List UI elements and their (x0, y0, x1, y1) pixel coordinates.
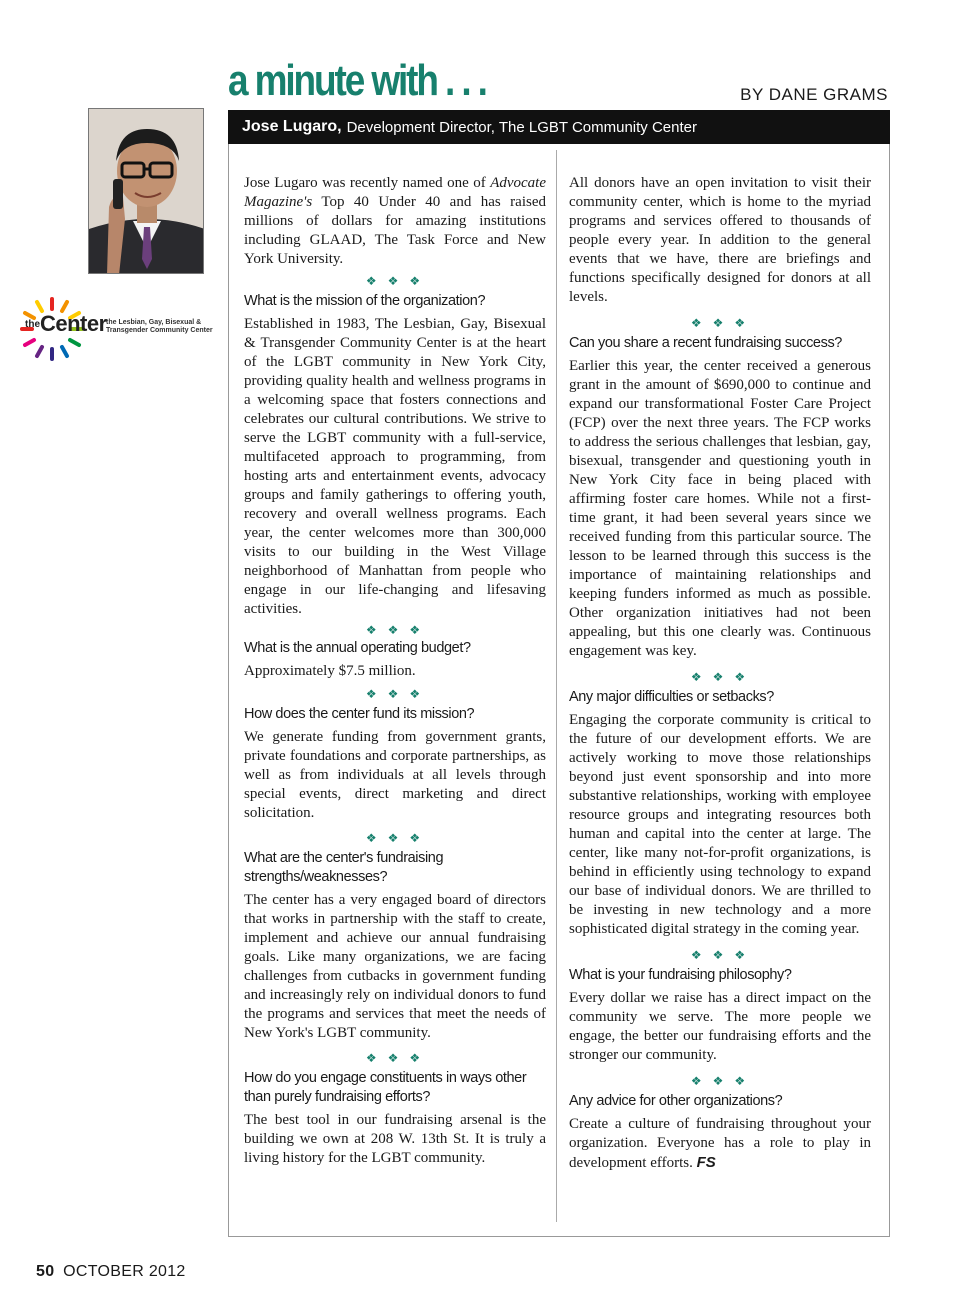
answer-philosophy: Every dollar we raise has a direct impact on the community we serve. The more people we engage, the better our fundraising efforts and the stronger our community. (569, 990, 871, 1063)
ornament-divider: ❖ ❖ ❖ (690, 1074, 750, 1088)
ornament-divider: ❖ ❖ ❖ (365, 687, 425, 701)
answer-difficulties: Engaging the corporate community is critical to the future of our development efforts. We are actively working to move those relationships beyond just event sponsorship and into more substantive relationships, working with employee resource groups and integrating resources both human and capital into the center at large. The center, like many not-for-profit organizations, is behind in efficiently using technology to expand our base of individual donors. We are thrilled to be investing in new technology and a more sophisticated digital strategy in the coming year. (569, 712, 871, 937)
center-logo (20, 297, 226, 363)
article-column-right (569, 174, 871, 1173)
intro-paragraph: Jose Lugaro was recently named one of Advocate Magazine's Top 40 Under 40 and has raised millions of dollars for amazing institutions including GLAAD, The Task Force and New York University. (244, 175, 546, 267)
answer-budget: Approximately $7.5 million. (244, 663, 416, 679)
portrait-photo (88, 108, 204, 274)
name-bar (228, 110, 890, 144)
article-column-left (244, 174, 546, 1168)
question-difficulties: Any major difficulties or setbacks? (569, 689, 774, 705)
page-footer (36, 1263, 186, 1281)
ornament-divider: ❖ ❖ ❖ (365, 831, 425, 845)
question-mission: What is the mission of the organization? (244, 293, 486, 309)
logo-tagline: the Lesbian, Gay, Bisexual & Transgender Community Center (106, 319, 213, 334)
question-engagement: How do you engage constituents in ways other than purely fundraising efforts? (244, 1070, 527, 1105)
logo-the: the (25, 319, 40, 330)
interviewee-role: Development Director, The LGBT Community Center (346, 118, 697, 136)
portrait-illustration (89, 109, 204, 274)
byline: BY DANE GRAMS (740, 85, 888, 104)
question-philosophy: What is your fundraising philosophy? (569, 967, 792, 983)
answer-strengths: The center has a very engaged board of directors that works in partnership with the staff to create, implement and achieve our annual fundraising goals. Like many organizations, we are facing challenges from cutbacks in government funding and increasingly rely on individual donors to fund the programs and services that meet the needs of New York's LGBT community. (244, 892, 546, 1041)
page-number: 50 (36, 1263, 55, 1280)
issue-date: OCTOBER 2012 (63, 1263, 186, 1280)
question-funding: How does the center fund its mission? (244, 706, 475, 722)
end-mark: FS (696, 1154, 716, 1171)
question-success: Can you share a recent fundraising success? (569, 335, 842, 351)
ornament-divider: ❖ ❖ ❖ (365, 274, 425, 288)
answer-success: Earlier this year, the center received a generous grant in the amount of $690,000 to continue and expand our transformational Foster Care Project (FCP) over the next three years. The FCP works to address the serious challenges that lesbian, gay, bisexual, transgender and questioning youth in New York City face in being placed with affirming foster care homes. While not a first-time grant, it had been several years since we received funding from this particular source. The lesson to be learned through this success is the importance of maintaining relationships and keeping funders informed as much as possible. Other organization initiatives had not been appealing, but this one clearly was. Continuous engagement was key. (569, 358, 871, 659)
logo-wordmark: Center (40, 311, 107, 336)
page-headline: a minute with . . . (228, 56, 486, 105)
ornament-divider: ❖ ❖ ❖ (365, 623, 425, 637)
question-strengths: What are the center's fundraising strengths/weaknesses? (244, 850, 444, 885)
answer-engagement: The best tool in our fundraising arsenal is the building we own at 208 W. 13th St. It is truly a living history for the LGBT community. (244, 1112, 546, 1166)
question-advice: Any advice for other organizations? (569, 1093, 783, 1109)
interviewee-name: Jose Lugaro, (242, 118, 342, 135)
ornament-divider: ❖ ❖ ❖ (365, 1051, 425, 1065)
ornament-divider: ❖ ❖ ❖ (690, 316, 750, 330)
answer-advice: Create a culture of fundraising throughout your organization. Everyone has a role to play in development efforts. FS (569, 1116, 871, 1171)
question-budget: What is the annual operating budget? (244, 640, 471, 656)
ornament-divider: ❖ ❖ ❖ (690, 948, 750, 962)
answer-mission: Established in 1983, The Lesbian, Gay, Bisexual & Transgender Community Center is at the heart of the LGBT community in New York City, providing quality health and wellness programs in a welcoming space that fosters connections and celebrates our cultural contributions. We strive to serve the LGBT community with a full-service, multifaceted approach to programming, from hosting arts and entertainment events, advocacy groups and family gatherings to offering youth, recovery and overall wellness programs. Each year, the center welcomes more than 300,000 visits to our building in the West Village neighborhood of Manhattan from people who engage in our life-changing and lifesaving activities. (244, 316, 546, 617)
answer-engagement-continued: All donors have an open invitation to visit their community center, which is home to the myriad programs and services offered to thousands of people every year. In addition to the general events that we have, there are briefings and functions specifically designed for donors at all levels. (569, 175, 871, 305)
answer-funding: We generate funding from government grants, private foundations and corporate partnerships, as well as from individuals at all levels through special events, direct marketing and direct solicitation. (244, 729, 546, 821)
column-divider (556, 150, 557, 1222)
ornament-divider: ❖ ❖ ❖ (690, 670, 750, 684)
